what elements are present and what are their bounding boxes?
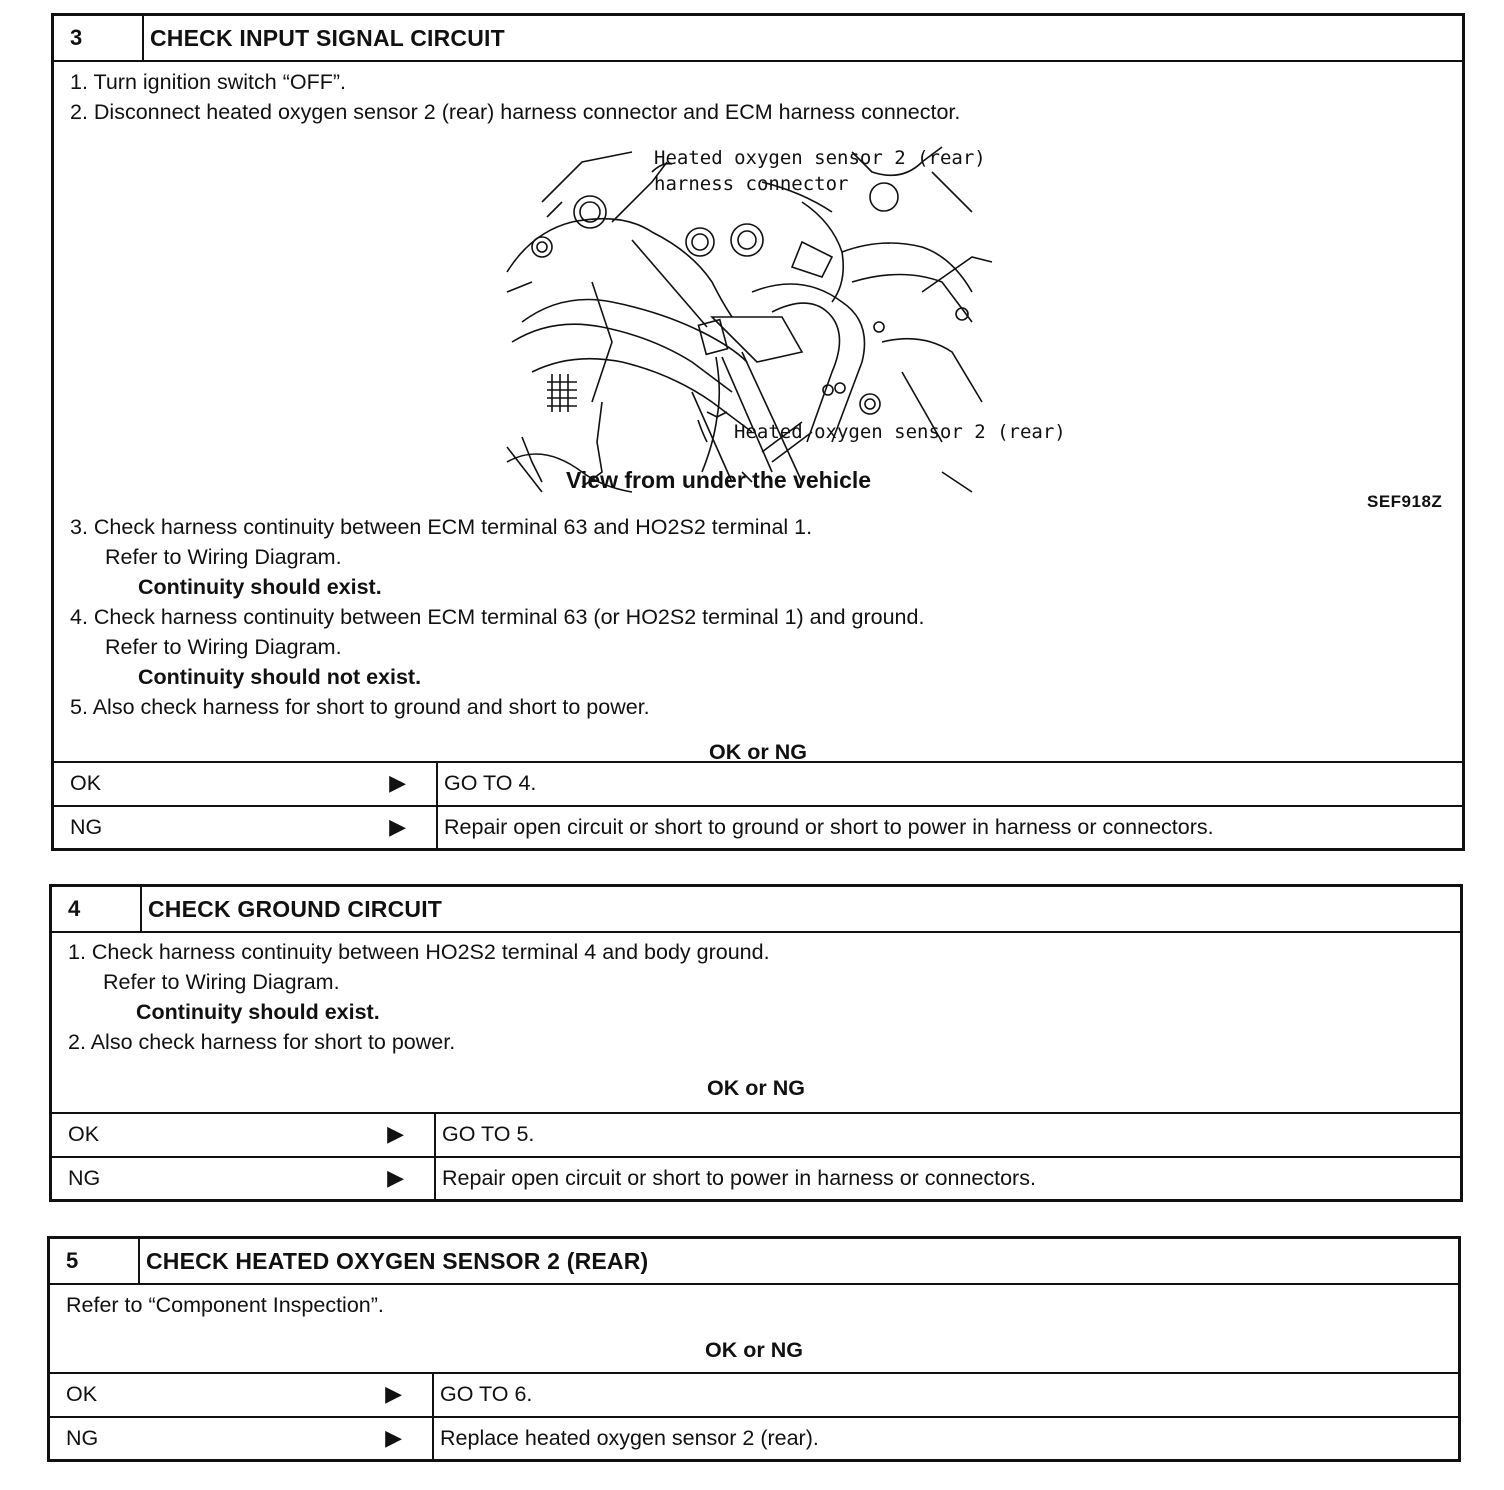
- step-3-box: [51, 13, 1465, 851]
- figure-caption: View from under the vehicle: [566, 467, 872, 493]
- arrow-right-icon: ▶: [385, 1425, 402, 1450]
- ok-row: [52, 1112, 1460, 1156]
- ng-row: [54, 805, 1462, 849]
- instruction-line: 5. Also check harness for short to ground and short to power.: [70, 695, 650, 719]
- ng-label: NG: [68, 1166, 101, 1190]
- instruction-line: 2. Also check harness for short to power.: [68, 1030, 456, 1054]
- step-number: 5: [50, 1239, 140, 1283]
- ok-or-ng-heading: OK or NG: [707, 1076, 805, 1100]
- instruction-line: Refer to Wiring Diagram.: [105, 635, 342, 659]
- expected-result: Continuity should exist.: [138, 575, 382, 599]
- ok-label: OK: [68, 1122, 100, 1146]
- ng-row: [52, 1156, 1460, 1200]
- step-number: 3: [54, 16, 144, 60]
- ok-row: [50, 1372, 1458, 1416]
- figure-label-bottom: Heated oxygen sensor 2 (rear): [734, 421, 1066, 443]
- step-3-body: [54, 62, 1462, 762]
- ok-row: [54, 761, 1462, 805]
- step-title: CHECK HEATED OXYGEN SENSOR 2 (REAR): [146, 1248, 649, 1274]
- arrow-right-icon: ▶: [387, 1121, 404, 1146]
- ok-label: OK: [66, 1382, 98, 1406]
- arrow-right-icon: ▶: [387, 1165, 404, 1190]
- instruction-line: 2. Disconnect heated oxygen sensor 2 (rear) harness connector and ECM harness connector.: [70, 100, 961, 124]
- ok-result: GO TO 4.: [444, 771, 537, 795]
- ok-result: GO TO 6.: [440, 1382, 533, 1406]
- sensor-location-illustration: [502, 142, 1066, 502]
- ok-label: OK: [70, 771, 102, 795]
- ng-label: NG: [66, 1426, 99, 1450]
- ng-row: [50, 1416, 1458, 1460]
- arrow-right-icon: ▶: [389, 814, 406, 839]
- ok-result: GO TO 5.: [442, 1122, 535, 1146]
- step-5-header: [50, 1239, 1458, 1285]
- ng-result: Repair open circuit or short to ground or short to power in harness or connectors.: [444, 815, 1214, 839]
- instruction-line: Refer to Wiring Diagram.: [105, 545, 342, 569]
- step-title: CHECK GROUND CIRCUIT: [148, 896, 443, 922]
- instruction-line: 3. Check harness continuity between ECM terminal 63 and HO2S2 terminal 1.: [70, 515, 813, 539]
- figure-label-top-2: harness connector: [654, 173, 849, 195]
- arrow-right-icon: ▶: [389, 770, 406, 795]
- expected-result: Continuity should exist.: [136, 1000, 380, 1024]
- engine-underside-drawing: [502, 142, 1066, 502]
- ng-label: NG: [70, 815, 103, 839]
- figure-label-top-1: Heated oxygen sensor 2 (rear): [654, 147, 986, 169]
- ok-or-ng-heading: OK or NG: [709, 740, 807, 764]
- figure-code: SEF918Z: [1367, 492, 1443, 511]
- step-4-header: [52, 887, 1460, 933]
- instruction-line: 1. Check harness continuity between HO2S2 terminal 4 and body ground.: [68, 940, 770, 964]
- step-5-body: [50, 1285, 1458, 1375]
- ng-result: Replace heated oxygen sensor 2 (rear).: [440, 1426, 819, 1450]
- instruction-line: 4. Check harness continuity between ECM terminal 63 (or HO2S2 terminal 1) and ground.: [70, 605, 925, 629]
- expected-result: Continuity should not exist.: [138, 665, 422, 689]
- step-3-header: [54, 16, 1462, 62]
- instruction-line: Refer to Wiring Diagram.: [103, 970, 340, 994]
- instruction-line: Refer to “Component Inspection”.: [66, 1293, 384, 1317]
- ng-result: Repair open circuit or short to power in harness or connectors.: [442, 1166, 1036, 1190]
- step-title: CHECK INPUT SIGNAL CIRCUIT: [150, 25, 505, 51]
- step-4-box: [49, 884, 1463, 1202]
- step-4-body: [52, 933, 1460, 1113]
- instruction-line: 1. Turn ignition switch “OFF”.: [70, 70, 346, 94]
- step-number: 4: [52, 887, 142, 931]
- arrow-right-icon: ▶: [385, 1381, 402, 1406]
- step-5-box: [47, 1236, 1461, 1462]
- ok-or-ng-heading: OK or NG: [705, 1338, 803, 1362]
